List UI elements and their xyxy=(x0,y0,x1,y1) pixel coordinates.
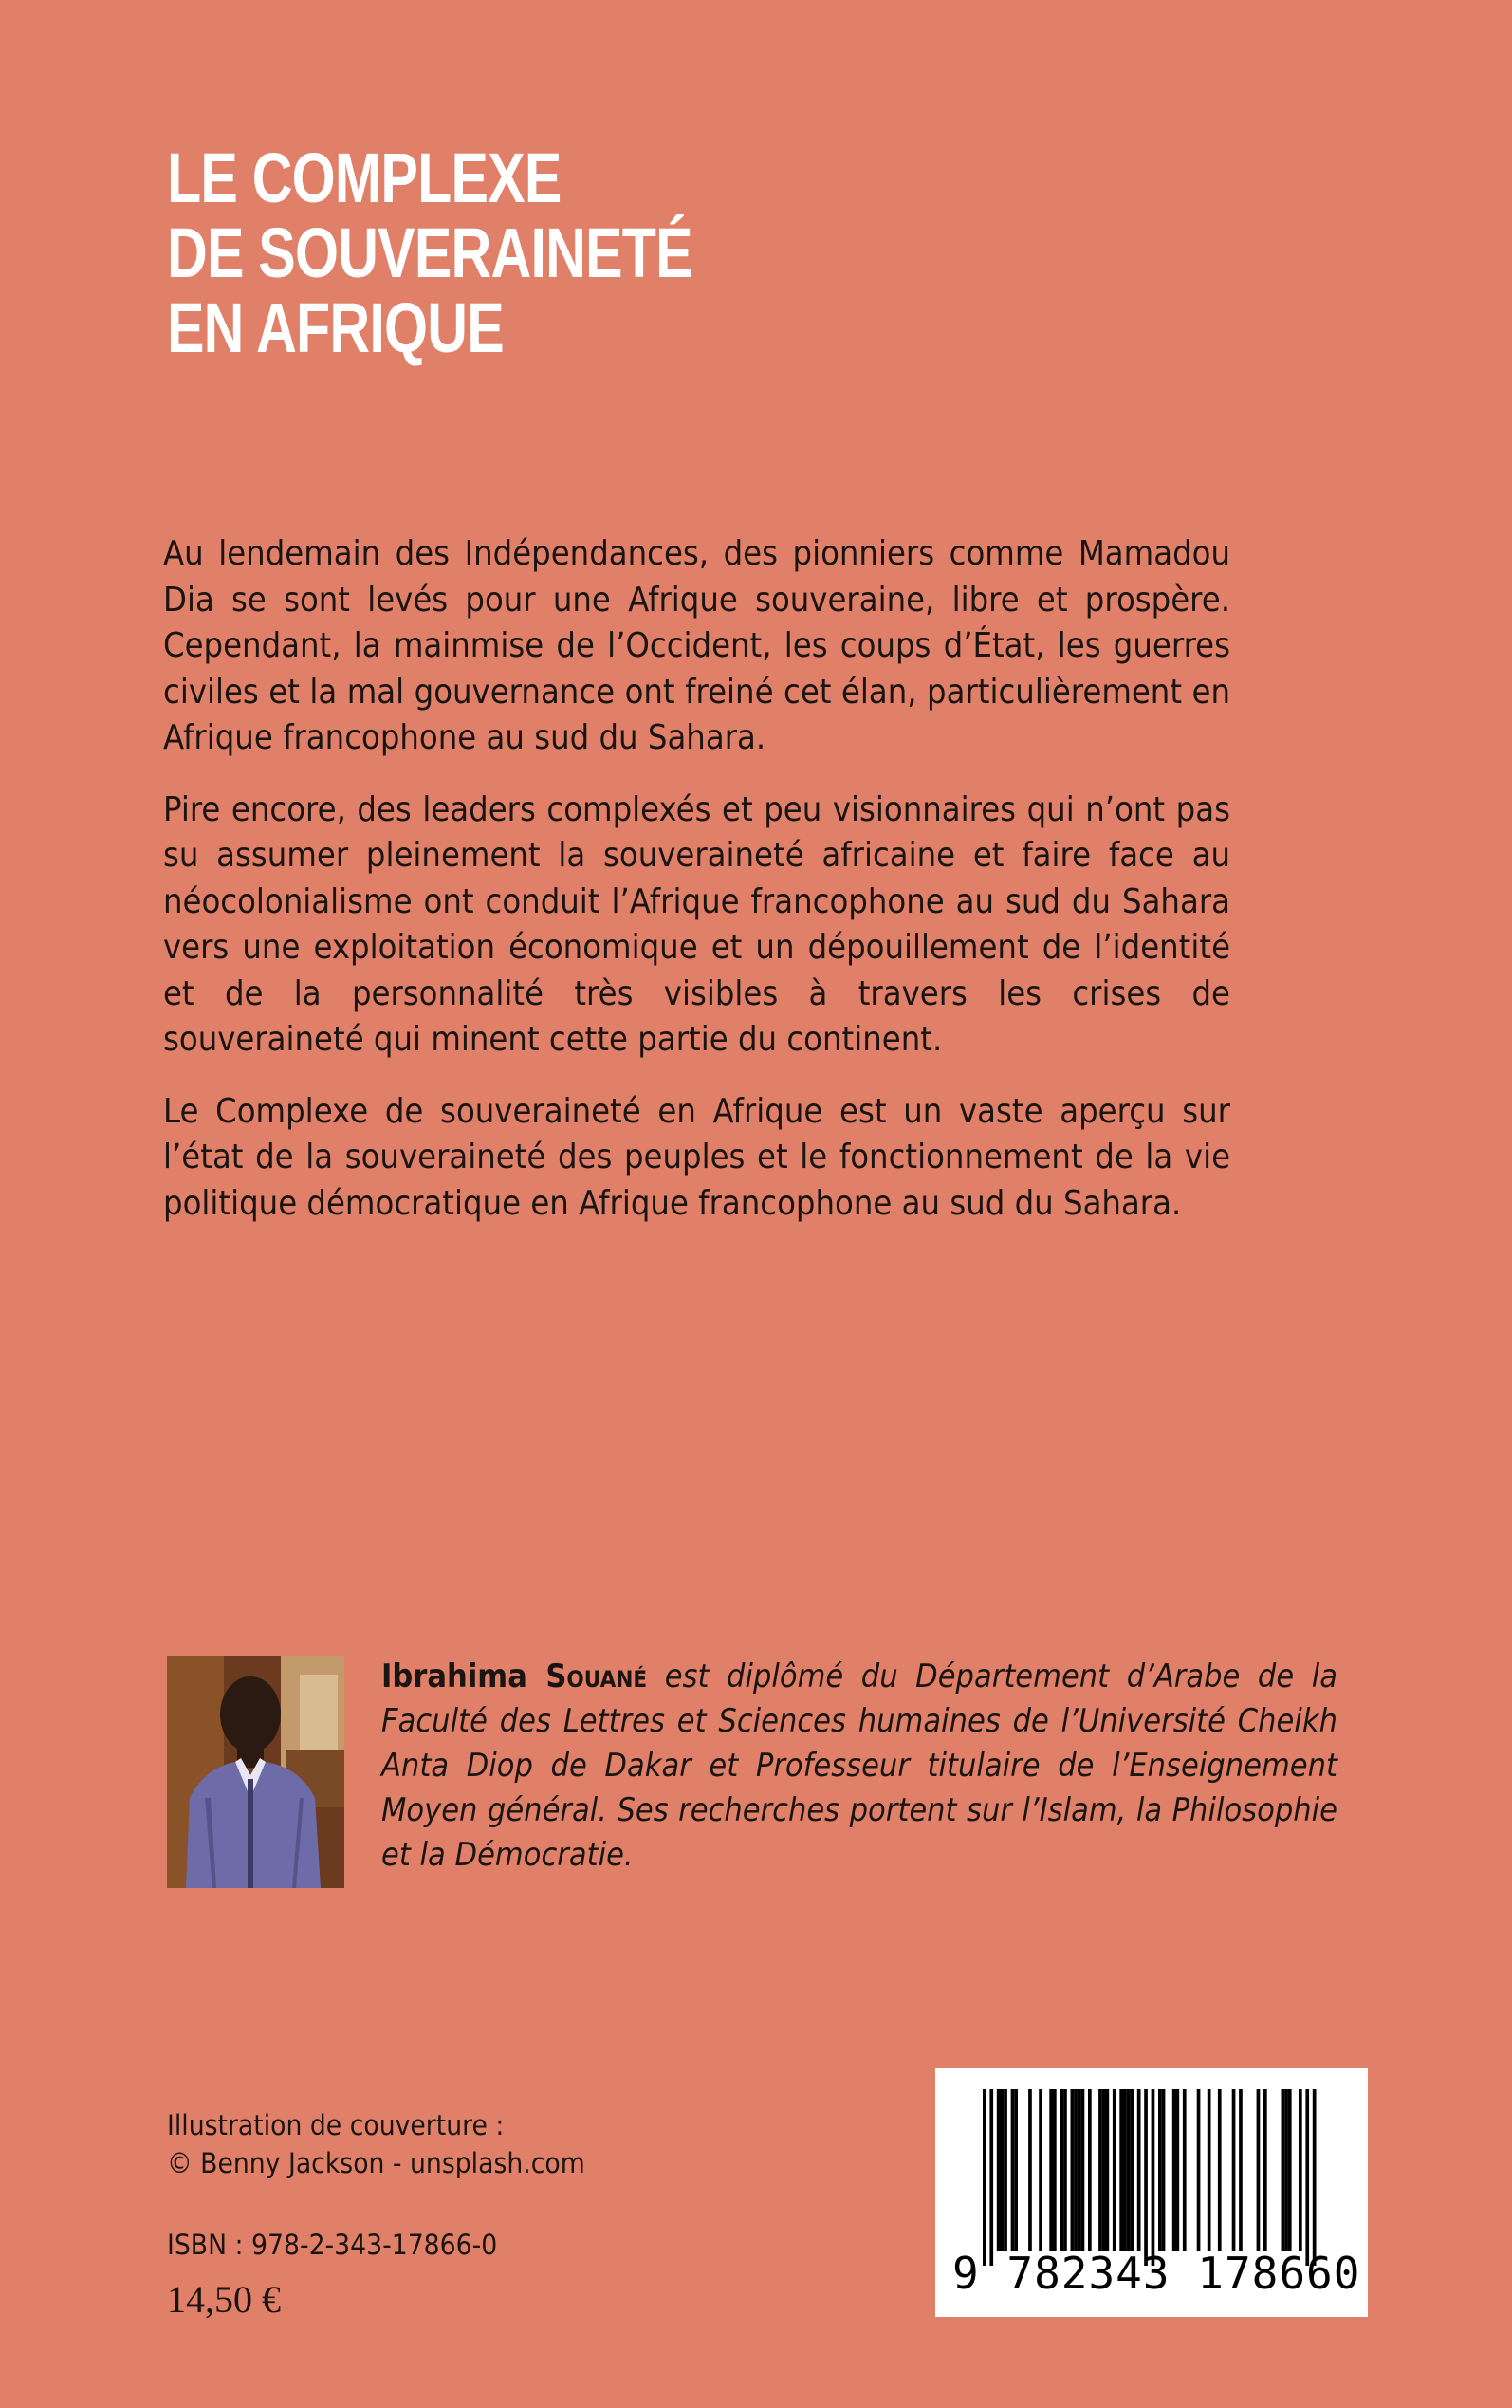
barcode-bar xyxy=(1257,2089,1261,2251)
author-photo xyxy=(167,1656,344,1888)
barcode-bar xyxy=(1263,2089,1267,2251)
barcode-bar xyxy=(1218,2089,1222,2251)
barcode-bar xyxy=(1053,2089,1057,2251)
barcode-bar xyxy=(1127,2089,1131,2251)
credits-value: © Benny Jackson - unsplash.com xyxy=(167,2147,585,2179)
author-name xyxy=(381,1658,647,1695)
cover-credits xyxy=(167,2106,585,2182)
book-title xyxy=(167,140,850,365)
barcode-bar xyxy=(1183,2089,1187,2251)
barcode-bar xyxy=(1098,2089,1102,2251)
barcode-guard-bar xyxy=(983,2089,986,2266)
author-bio xyxy=(381,1655,1337,1878)
author-surname: Souané xyxy=(545,1658,648,1695)
barcode-bar xyxy=(1208,2089,1211,2251)
barcode-bar xyxy=(1232,2089,1236,2251)
barcode-bar xyxy=(1063,2089,1067,2251)
barcode-bar xyxy=(1060,2089,1063,2251)
back-cover-summary xyxy=(163,531,1230,1252)
barcode-bar xyxy=(1001,2089,1005,2251)
barcode-bar xyxy=(1176,2089,1180,2251)
summary-paragraph-3: Le Complexe de souveraineté en Afrique est un vaste aperçu sur l’état de la souveraineté des peuples et le fonctionnement de la vie politique démocratique en Afrique francophone au sud du Sahara. xyxy=(163,1091,1230,1223)
barcode-bar xyxy=(1197,2089,1201,2251)
barcode-guard-bar xyxy=(989,2089,993,2266)
barcode xyxy=(935,2068,1368,2317)
barcode-bar xyxy=(1299,2089,1302,2251)
barcode-bar xyxy=(1284,2089,1288,2251)
barcode-bar xyxy=(1102,2089,1106,2251)
author-bio-text: est diplômé du Département d’Arabe de la Faculté des Lettres et Sciences humaines de l’Université Cheikh Anta Diop de Dakar et Professeur titulaire de l’Enseignement Moyen général. Ses recherches portent sur l’Islam, la Philosophie et la Démocratie. xyxy=(381,1658,1337,1874)
title-line-2: DE SOUVERAINETÉ xyxy=(167,213,692,292)
barcode-bar xyxy=(1172,2089,1176,2251)
barcode-bar xyxy=(1081,2089,1085,2251)
barcode-bar xyxy=(1049,2089,1053,2251)
author-first-name: Ibrahima xyxy=(381,1658,527,1695)
barcode-bar xyxy=(1004,2089,1007,2251)
barcode-bar xyxy=(1078,2089,1081,2251)
barcode-bar xyxy=(1074,2089,1078,2251)
barcode-bar xyxy=(1014,2089,1018,2251)
barcode-digits: 9 782343 178660 xyxy=(952,2248,1361,2299)
barcode-bar xyxy=(1011,2089,1015,2251)
summary-paragraph-2: Pire encore, des leaders complexés et peu visionnaires qui n’ont pas su assumer pleinement la souveraineté africaine et faire face au néocolonialisme ont conduit l’Afrique francophone au sud du Sahara vers une exploitation économique et un dépouillement de l’identité et de la personnalité très visibles à travers les crises de souveraineté qui minent cette partie du continent. xyxy=(163,789,1230,1059)
title-line-1: LE COMPLEXE xyxy=(167,139,562,217)
barcode-bar xyxy=(1028,2089,1032,2251)
barcode-bar xyxy=(1288,2089,1292,2251)
barcode-guard-bar xyxy=(1305,2089,1309,2266)
barcode-bar xyxy=(1162,2089,1166,2251)
barcode-bar xyxy=(1137,2089,1141,2251)
barcode-bar xyxy=(1106,2089,1110,2251)
barcode-bar xyxy=(1239,2089,1243,2251)
barcode-bar xyxy=(1123,2089,1127,2251)
barcode-bar xyxy=(1039,2089,1042,2251)
barcode-guard-bar xyxy=(1313,2089,1317,2266)
barcode-bar xyxy=(1071,2089,1075,2251)
credits-label: Illustration de couverture : xyxy=(167,2109,505,2141)
barcode-bar xyxy=(1130,2089,1134,2251)
barcode-bar xyxy=(1113,2089,1116,2251)
title-line-3: EN AFRIQUE xyxy=(167,288,504,367)
barcode-bar xyxy=(1282,2089,1285,2251)
barcode-guard-bar xyxy=(1144,2089,1148,2266)
summary-paragraph-1: Au lendemain des Indépendances, des pionniers comme Mamadou Dia se sont levés pour une Afrique souveraine, libre et prospère. Cependant, la mainmise de l’Occident, les coups d’État, les guerres civiles et la mal gouvernance ont freiné cet élan, particulièrement en Afrique francophone au sud du Sahara. xyxy=(163,534,1230,757)
barcode-bar xyxy=(997,2089,1001,2251)
barcode-bar xyxy=(1088,2089,1092,2251)
isbn: ISBN : 978-2-343-17866-0 xyxy=(167,2229,498,2261)
barcode-bar xyxy=(1158,2089,1162,2251)
price: 14,50 € xyxy=(167,2278,281,2321)
barcode-bar xyxy=(1119,2089,1123,2251)
barcode-guard-bar xyxy=(1152,2089,1155,2266)
